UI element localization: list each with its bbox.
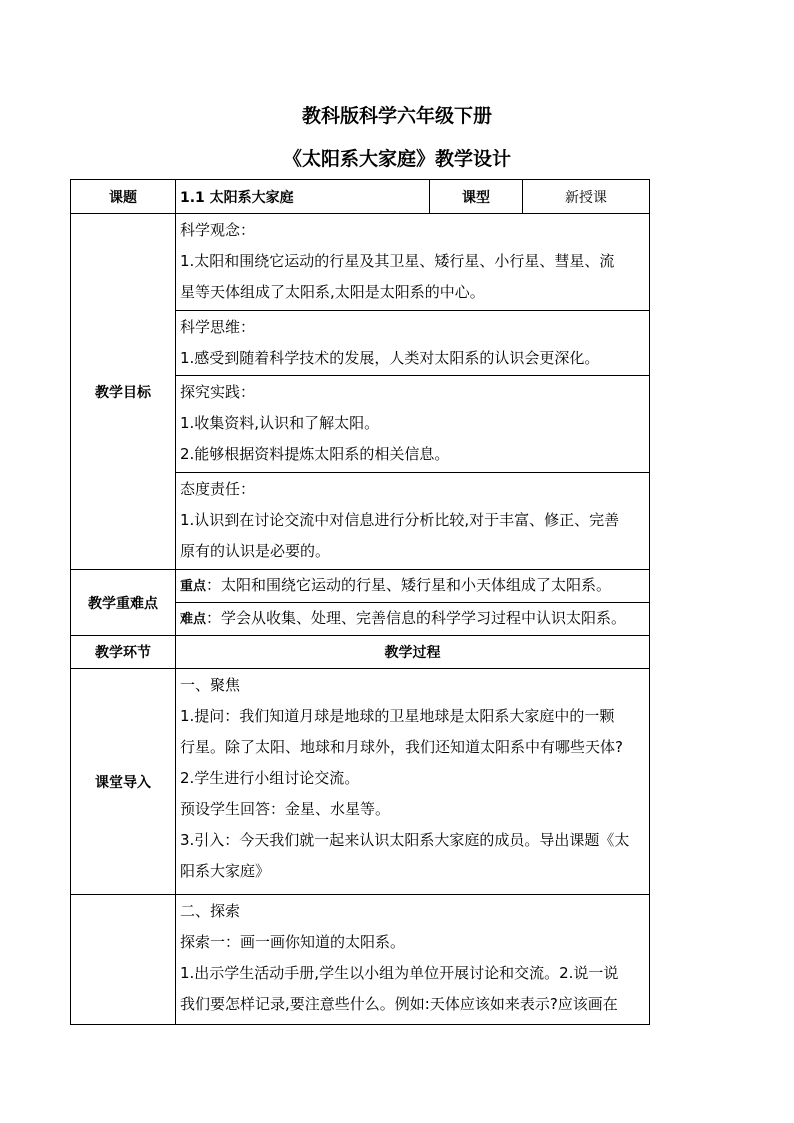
intro-line: 3.引入：今天我们就一起来认识太阳系大家庭的成员。导出课题《太	[180, 831, 630, 849]
difficult-point	[176, 603, 650, 636]
intro-content	[176, 669, 650, 895]
goal-heading: 科学观念：	[180, 221, 256, 239]
goal-science-thinking	[176, 311, 650, 376]
explore-content	[176, 895, 650, 1025]
document-title: 教科版科学六年级下册	[301, 105, 492, 127]
explore-line: 1.出示学生活动手册,学生以小组为单位开展讨论和交流。2.说一说	[180, 964, 619, 982]
key-point	[176, 570, 650, 603]
goal-line: 1.收集资料,认识和了解太阳。	[180, 414, 380, 432]
goal-heading: 态度责任：	[180, 480, 256, 498]
goal-heading: 科学思维：	[180, 318, 256, 336]
topic-label: 课题	[71, 180, 176, 214]
goal-inquiry-practice	[176, 376, 650, 473]
goal-line: 星等天体组成了太阳系,太阳是太阳系的中心。	[180, 283, 485, 301]
goals-label: 教学目标	[71, 214, 176, 570]
goal-line: 1.感受到随着科学技术的发展，人类对太阳系的认识会更深化。	[180, 349, 600, 367]
intro-label: 课堂导入	[71, 669, 176, 895]
section-header-right: 教学过程	[176, 636, 650, 669]
goal-line: 原有的认识是必要的。	[180, 542, 331, 560]
section-header-left: 教学环节	[71, 636, 176, 669]
goal-science-concept	[176, 214, 650, 311]
intro-line: 1.提问：我们知道月球是地球的卫星地球是太阳系大家庭中的一颗	[180, 707, 615, 725]
keypoints-label: 教学重难点	[71, 570, 176, 636]
key-point-text: ：太阳和围绕它运动的行星、矮行星和小天体组成了太阳系。	[206, 576, 612, 594]
intro-line: 一、聚焦	[180, 676, 241, 694]
goal-line: 1.太阳和围绕它运动的行星及其卫星、矮行星、小行星、彗星、流	[180, 252, 615, 270]
goal-attitude-responsibility	[176, 473, 650, 570]
difficult-point-text: ：学会从收集、处理、完善信息的科学学习过程中认识太阳系。	[206, 609, 627, 627]
lesson-type-label: 课型	[430, 180, 523, 214]
goal-line: 1.认识到在讨论交流中对信息进行分析比较,对于丰富、修正、完善	[180, 511, 620, 529]
topic-value: 1.1 太阳系大家庭	[176, 180, 430, 214]
intro-line: 阳系大家庭》	[180, 862, 271, 880]
key-point-label: 重点	[180, 579, 207, 594]
intro-line: 2.学生进行小组讨论交流。	[180, 769, 360, 787]
goal-line: 2.能够根据资料提炼太阳系的相关信息。	[180, 445, 450, 463]
intro-line: 行星。除了太阳、地球和月球外，我们还知道太阳系中有哪些天体?	[180, 738, 623, 756]
document-subtitle: 《太阳系大家庭》教学设计	[282, 148, 511, 170]
goal-heading: 探究实践：	[180, 383, 256, 401]
lesson-plan-table	[70, 179, 650, 1025]
explore-line: 探索一：画一画你知道的太阳系。	[180, 933, 406, 951]
difficult-point-label: 难点	[180, 612, 207, 627]
explore-label	[71, 895, 176, 1025]
explore-line: 二、探索	[180, 902, 241, 920]
intro-line: 预设学生回答：金星、水星等。	[180, 800, 391, 818]
lesson-type-value: 新授课	[523, 180, 650, 214]
explore-line: 我们要怎样记录,要注意些什么。例如:天体应该如来表示?应该画在	[180, 995, 618, 1013]
